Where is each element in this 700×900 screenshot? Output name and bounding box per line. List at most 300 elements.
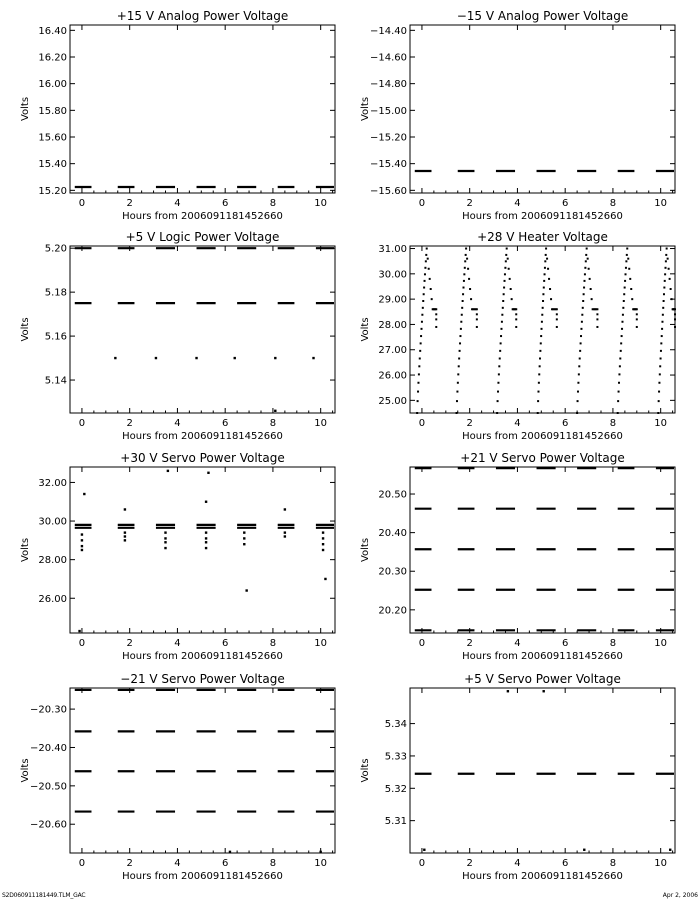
data-point bbox=[578, 365, 580, 367]
data-point bbox=[624, 280, 626, 282]
x-tick-label: 6 bbox=[221, 638, 229, 649]
data-point bbox=[427, 258, 429, 260]
data-point bbox=[539, 365, 541, 367]
data-point bbox=[674, 308, 676, 310]
data-point bbox=[167, 470, 169, 472]
data-point bbox=[284, 508, 286, 510]
data-point bbox=[577, 391, 579, 393]
data-point bbox=[628, 268, 630, 270]
data-point bbox=[541, 328, 543, 330]
y-axis-label: Volts bbox=[360, 96, 371, 122]
data-point bbox=[504, 280, 506, 282]
y-tick-label: −15.20 bbox=[369, 132, 407, 144]
data-point bbox=[500, 328, 502, 330]
chart-title: −21 V Servo Power Voltage bbox=[120, 672, 285, 686]
x-tick-label: 6 bbox=[221, 198, 229, 209]
data-point bbox=[420, 335, 422, 337]
data-point bbox=[245, 589, 247, 591]
data-point bbox=[661, 321, 663, 323]
data-point bbox=[619, 357, 621, 359]
x-tick-label: 10 bbox=[314, 858, 328, 869]
x-axis-label: Hours from 2006091181452660 bbox=[462, 871, 623, 882]
data-point bbox=[502, 300, 504, 302]
data-point bbox=[540, 342, 542, 344]
data-point bbox=[229, 851, 231, 853]
data-point bbox=[543, 287, 545, 289]
data-point bbox=[577, 400, 579, 402]
data-point bbox=[502, 307, 504, 309]
y-tick-label: 29.00 bbox=[378, 294, 407, 306]
data-point bbox=[619, 365, 621, 367]
data-point bbox=[462, 287, 464, 289]
data-point bbox=[312, 357, 314, 359]
y-tick-label: 27.00 bbox=[378, 345, 407, 357]
data-point bbox=[435, 326, 437, 328]
data-point bbox=[546, 258, 548, 260]
data-point bbox=[419, 350, 421, 352]
data-point bbox=[459, 350, 461, 352]
data-point bbox=[669, 278, 671, 280]
data-point bbox=[579, 357, 581, 359]
data-point bbox=[421, 328, 423, 330]
data-point bbox=[81, 545, 83, 547]
data-point bbox=[504, 267, 506, 269]
y-tick-label: −14.80 bbox=[369, 79, 407, 91]
data-point bbox=[636, 313, 638, 315]
y-tick-label: 25.00 bbox=[378, 395, 407, 407]
x-tick-label: 2 bbox=[126, 858, 133, 869]
data-point bbox=[195, 357, 197, 359]
data-point bbox=[556, 318, 558, 320]
data-point bbox=[425, 254, 427, 256]
y-tick-label: −20.30 bbox=[29, 704, 67, 716]
data-point bbox=[657, 412, 659, 414]
y-tick-label: 5.18 bbox=[44, 287, 67, 299]
data-point bbox=[419, 357, 421, 359]
data-point bbox=[627, 258, 629, 260]
data-point bbox=[667, 258, 669, 260]
data-point bbox=[499, 350, 501, 352]
data-point bbox=[587, 258, 589, 260]
y-axis-label: Volts bbox=[20, 317, 31, 342]
data-point bbox=[629, 278, 631, 280]
data-point bbox=[501, 314, 503, 316]
x-tick-label: 8 bbox=[609, 858, 617, 869]
x-tick-label: 8 bbox=[269, 638, 277, 649]
data-point bbox=[420, 342, 422, 344]
data-point bbox=[457, 373, 459, 375]
data-point bbox=[625, 267, 627, 269]
chart-title: +28 V Heater Voltage bbox=[477, 230, 608, 244]
data-point bbox=[636, 326, 638, 328]
data-point bbox=[322, 537, 324, 539]
x-tick-label: 10 bbox=[654, 858, 668, 869]
data-point bbox=[622, 314, 624, 316]
data-point bbox=[458, 365, 460, 367]
data-point bbox=[507, 690, 509, 692]
data-point bbox=[418, 365, 420, 367]
x-tick-label: 0 bbox=[418, 858, 426, 869]
data-point bbox=[243, 537, 245, 539]
plot-frame bbox=[410, 688, 675, 853]
x-tick-label: 0 bbox=[78, 638, 86, 649]
x-axis-label: Hours from 2006091181452660 bbox=[122, 651, 283, 662]
plot-frame bbox=[70, 25, 335, 193]
data-point bbox=[556, 308, 558, 310]
data-point bbox=[421, 321, 423, 323]
data-point bbox=[205, 537, 207, 539]
y-tick-label: 28.00 bbox=[378, 319, 407, 331]
y-axis-label: Volts bbox=[20, 96, 31, 122]
chart-panel-5 bbox=[20, 451, 335, 662]
y-tick-label: 5.31 bbox=[384, 816, 407, 828]
data-point bbox=[423, 287, 425, 289]
data-point bbox=[542, 690, 544, 692]
data-point bbox=[497, 382, 499, 384]
data-point bbox=[324, 578, 326, 580]
data-point bbox=[660, 357, 662, 359]
data-point bbox=[543, 280, 545, 282]
data-point bbox=[576, 412, 578, 414]
x-tick-label: 10 bbox=[654, 198, 668, 209]
data-point bbox=[476, 308, 478, 310]
x-tick-label: 0 bbox=[78, 418, 86, 429]
data-point bbox=[623, 300, 625, 302]
data-point bbox=[416, 412, 418, 414]
data-point bbox=[659, 373, 661, 375]
x-tick-label: 10 bbox=[314, 198, 328, 209]
x-tick-label: 4 bbox=[514, 198, 521, 209]
data-point bbox=[500, 342, 502, 344]
data-point bbox=[114, 357, 116, 359]
x-tick-label: 2 bbox=[466, 858, 473, 869]
data-point bbox=[463, 273, 465, 275]
data-point bbox=[435, 313, 437, 315]
x-axis-label: Hours from 2006091181452660 bbox=[122, 871, 283, 882]
x-axis-label: Hours from 2006091181452660 bbox=[462, 431, 623, 442]
data-point bbox=[663, 287, 665, 289]
chart-panel-1 bbox=[20, 9, 335, 222]
data-point bbox=[424, 267, 426, 269]
footer-file-label: S2D060911181449.TLM_GAC bbox=[2, 892, 86, 899]
y-tick-label: −20.50 bbox=[29, 781, 67, 793]
data-point bbox=[583, 849, 585, 851]
data-point bbox=[625, 273, 627, 275]
data-point bbox=[164, 537, 166, 539]
y-tick-label: −15.40 bbox=[369, 159, 407, 171]
data-point bbox=[428, 268, 430, 270]
data-point bbox=[583, 280, 585, 282]
data-point bbox=[660, 342, 662, 344]
x-tick-label: 4 bbox=[174, 638, 181, 649]
data-point bbox=[665, 260, 667, 262]
data-point bbox=[624, 287, 626, 289]
x-tick-label: 10 bbox=[654, 418, 668, 429]
x-tick-label: 4 bbox=[514, 858, 521, 869]
data-point bbox=[467, 268, 469, 270]
data-point bbox=[668, 268, 670, 270]
y-tick-label: −14.60 bbox=[369, 52, 407, 64]
data-point bbox=[81, 549, 83, 551]
data-point bbox=[207, 472, 209, 474]
y-tick-label: 31.00 bbox=[378, 244, 407, 256]
data-point bbox=[581, 321, 583, 323]
y-tick-label: 5.32 bbox=[384, 783, 407, 795]
data-point bbox=[545, 254, 547, 256]
data-point bbox=[621, 321, 623, 323]
data-point bbox=[625, 260, 627, 262]
y-tick-label: 15.80 bbox=[38, 105, 67, 117]
y-tick-label: 28.00 bbox=[38, 555, 67, 567]
y-tick-label: −15.00 bbox=[369, 105, 407, 117]
data-point bbox=[661, 328, 663, 330]
data-point bbox=[243, 531, 245, 533]
data-point bbox=[322, 543, 324, 545]
data-point bbox=[504, 273, 506, 275]
data-point bbox=[459, 342, 461, 344]
data-point bbox=[499, 357, 501, 359]
y-tick-label: 5.16 bbox=[44, 331, 67, 343]
data-point bbox=[461, 314, 463, 316]
data-point bbox=[468, 278, 470, 280]
x-tick-label: 8 bbox=[269, 198, 277, 209]
x-tick-label: 8 bbox=[269, 418, 277, 429]
data-point bbox=[424, 273, 426, 275]
plot-frame bbox=[70, 246, 335, 413]
data-point bbox=[234, 357, 236, 359]
x-tick-label: 6 bbox=[221, 858, 229, 869]
x-tick-label: 0 bbox=[418, 418, 426, 429]
data-point bbox=[674, 313, 676, 315]
data-point bbox=[542, 307, 544, 309]
y-axis-label: Volts bbox=[20, 537, 31, 563]
y-tick-label: 16.00 bbox=[38, 79, 67, 91]
data-point bbox=[423, 293, 425, 295]
data-point bbox=[583, 293, 585, 295]
data-point bbox=[417, 382, 419, 384]
data-point bbox=[456, 412, 458, 414]
data-point bbox=[658, 391, 660, 393]
data-point bbox=[417, 391, 419, 393]
chart-title: +5 V Logic Power Voltage bbox=[125, 230, 280, 244]
data-point bbox=[539, 350, 541, 352]
data-point bbox=[510, 288, 512, 290]
data-point bbox=[550, 298, 552, 300]
data-point bbox=[541, 314, 543, 316]
data-point bbox=[590, 288, 592, 290]
data-point bbox=[460, 328, 462, 330]
data-point bbox=[537, 412, 539, 414]
data-point bbox=[541, 321, 543, 323]
data-point bbox=[424, 280, 426, 282]
x-tick-label: 10 bbox=[314, 638, 328, 649]
data-point bbox=[476, 318, 478, 320]
data-point bbox=[515, 318, 517, 320]
y-axis-label: Volts bbox=[20, 758, 31, 783]
data-point bbox=[505, 260, 507, 262]
data-point bbox=[537, 391, 539, 393]
y-tick-label: 16.40 bbox=[38, 25, 67, 37]
data-point bbox=[205, 501, 207, 503]
chart-panel-7 bbox=[20, 672, 335, 882]
data-point bbox=[515, 313, 517, 315]
data-point bbox=[663, 300, 665, 302]
data-point bbox=[205, 541, 207, 543]
data-point bbox=[506, 248, 508, 250]
data-point bbox=[507, 258, 509, 260]
data-point bbox=[584, 267, 586, 269]
data-point bbox=[456, 400, 458, 402]
data-point bbox=[463, 280, 465, 282]
x-tick-label: 2 bbox=[466, 638, 473, 649]
data-point bbox=[662, 314, 664, 316]
data-point bbox=[464, 260, 466, 262]
data-point bbox=[556, 326, 558, 328]
data-point bbox=[498, 365, 500, 367]
y-tick-label: 5.20 bbox=[44, 243, 67, 255]
data-point bbox=[617, 400, 619, 402]
chart-panel-8 bbox=[360, 672, 675, 882]
plot-frame bbox=[70, 467, 335, 633]
data-point bbox=[658, 382, 660, 384]
data-point bbox=[580, 328, 582, 330]
data-point bbox=[631, 298, 633, 300]
x-tick-label: 0 bbox=[78, 198, 86, 209]
x-tick-label: 8 bbox=[609, 198, 617, 209]
x-tick-label: 4 bbox=[174, 858, 181, 869]
y-tick-label: 32.00 bbox=[38, 477, 67, 489]
x-tick-label: 0 bbox=[78, 858, 86, 869]
data-point bbox=[579, 350, 581, 352]
data-point bbox=[508, 268, 510, 270]
data-point bbox=[537, 400, 539, 402]
data-point bbox=[476, 326, 478, 328]
data-point bbox=[470, 298, 472, 300]
chart-panel-6 bbox=[360, 451, 675, 662]
data-point bbox=[511, 298, 513, 300]
data-point bbox=[476, 313, 478, 315]
data-point bbox=[589, 278, 591, 280]
data-point bbox=[617, 412, 619, 414]
data-point bbox=[621, 335, 623, 337]
footer-date-label: Apr 2, 2006 bbox=[662, 892, 698, 899]
data-point bbox=[596, 326, 598, 328]
data-point bbox=[545, 248, 547, 250]
data-point bbox=[674, 318, 676, 320]
x-tick-label: 8 bbox=[269, 858, 277, 869]
y-tick-label: 26.00 bbox=[38, 593, 67, 605]
chart-title: +21 V Servo Power Voltage bbox=[460, 451, 625, 465]
x-tick-label: 8 bbox=[609, 418, 617, 429]
x-tick-label: 6 bbox=[561, 858, 569, 869]
data-point bbox=[618, 373, 620, 375]
data-point bbox=[322, 549, 324, 551]
data-point bbox=[465, 254, 467, 256]
data-point bbox=[429, 278, 431, 280]
data-point bbox=[580, 335, 582, 337]
data-point bbox=[509, 278, 511, 280]
data-point bbox=[274, 357, 276, 359]
y-axis-label: Volts bbox=[360, 317, 371, 342]
data-point bbox=[425, 260, 427, 262]
y-tick-label: 16.20 bbox=[38, 52, 67, 64]
data-point bbox=[665, 267, 667, 269]
y-tick-label: 5.33 bbox=[384, 751, 407, 763]
data-point bbox=[580, 342, 582, 344]
data-point bbox=[421, 314, 423, 316]
y-axis-label: Volts bbox=[360, 537, 371, 563]
y-tick-label: 15.40 bbox=[38, 159, 67, 171]
data-point bbox=[538, 373, 540, 375]
data-point bbox=[422, 307, 424, 309]
data-point bbox=[538, 382, 540, 384]
data-point bbox=[596, 318, 598, 320]
data-point bbox=[636, 318, 638, 320]
data-point bbox=[540, 335, 542, 337]
x-tick-label: 0 bbox=[418, 638, 426, 649]
x-tick-label: 6 bbox=[561, 198, 569, 209]
y-tick-label: 30.00 bbox=[378, 269, 407, 281]
data-point bbox=[670, 288, 672, 290]
data-point bbox=[542, 300, 544, 302]
x-tick-label: 6 bbox=[561, 638, 569, 649]
data-point bbox=[501, 321, 503, 323]
y-tick-label: 15.60 bbox=[38, 132, 67, 144]
y-tick-label: 20.20 bbox=[378, 605, 407, 617]
data-point bbox=[583, 287, 585, 289]
data-point bbox=[626, 254, 628, 256]
data-point bbox=[544, 273, 546, 275]
data-point bbox=[423, 849, 425, 851]
data-point bbox=[464, 267, 466, 269]
data-point bbox=[596, 308, 598, 310]
y-tick-label: 20.40 bbox=[378, 528, 407, 540]
x-tick-label: 4 bbox=[514, 418, 521, 429]
data-point bbox=[155, 357, 157, 359]
data-point bbox=[81, 533, 83, 535]
data-point bbox=[496, 412, 498, 414]
data-point bbox=[622, 307, 624, 309]
data-point bbox=[659, 365, 661, 367]
data-point bbox=[578, 373, 580, 375]
data-point bbox=[623, 293, 625, 295]
data-point bbox=[618, 382, 620, 384]
data-point bbox=[505, 254, 507, 256]
x-tick-label: 4 bbox=[174, 418, 181, 429]
data-point bbox=[319, 851, 321, 853]
data-point bbox=[243, 543, 245, 545]
data-point bbox=[498, 373, 500, 375]
data-point bbox=[164, 547, 166, 549]
data-point bbox=[164, 541, 166, 543]
data-point bbox=[584, 273, 586, 275]
data-point bbox=[124, 535, 126, 537]
x-tick-label: 2 bbox=[466, 198, 473, 209]
y-tick-label: 26.00 bbox=[378, 370, 407, 382]
data-point bbox=[588, 268, 590, 270]
data-point bbox=[669, 849, 671, 851]
data-point bbox=[284, 531, 286, 533]
y-tick-label: −15.60 bbox=[369, 185, 407, 197]
x-axis-label: Hours from 2006091181452660 bbox=[462, 211, 623, 222]
x-tick-label: 2 bbox=[126, 638, 133, 649]
x-tick-label: 2 bbox=[466, 418, 473, 429]
data-point bbox=[544, 260, 546, 262]
y-tick-label: −14.40 bbox=[369, 25, 407, 37]
data-point bbox=[426, 248, 428, 250]
data-point bbox=[660, 350, 662, 352]
data-point bbox=[618, 391, 620, 393]
